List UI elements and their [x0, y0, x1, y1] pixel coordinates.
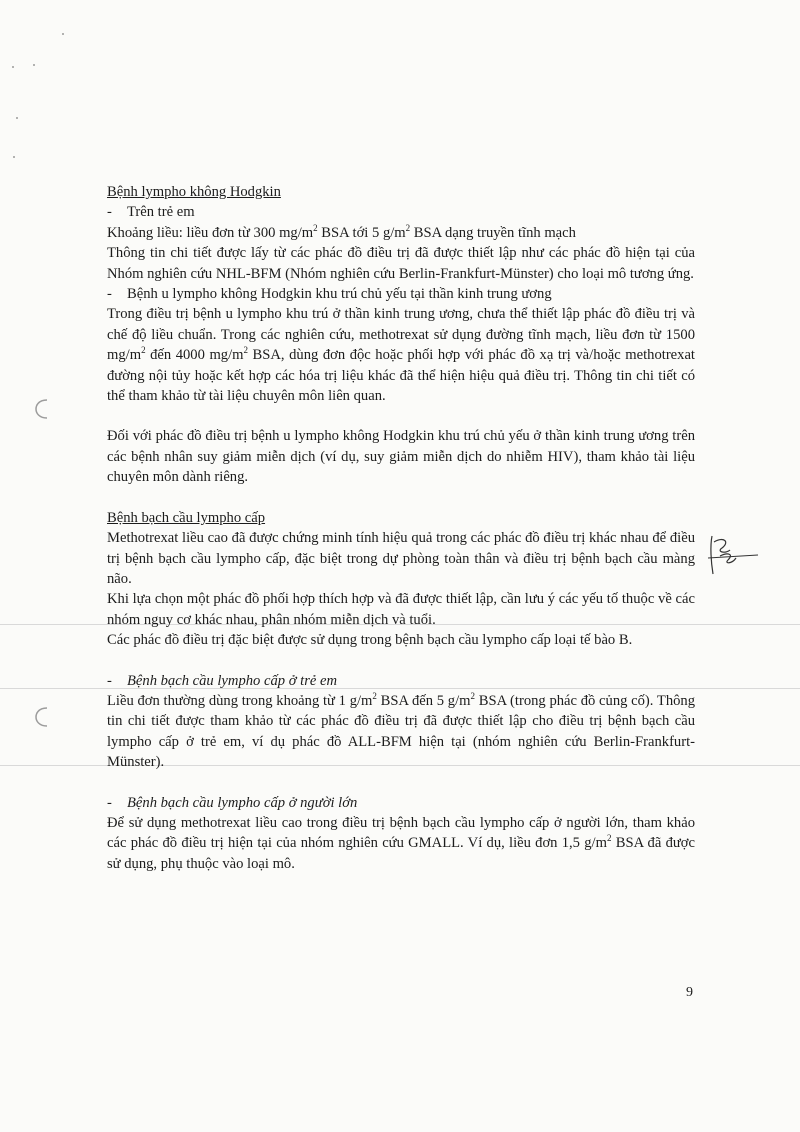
paragraph: Liều đơn thường dùng trong khoảng từ 1 $g/m^2$ BSA đến 5 $g/m^2$ BSA (trong phác đồ củng cố). Thông tin chi tiết được tham khảo từ các phác đồ điều trị đã được thiết lập cho điều trị bệnh bạch cầu lympho cấp ở trẻ em, ví dụ phác đồ ALL-BFM hiện tại (nhóm nghiên cứu Berlin-Frankfurt-Münster). — [107, 691, 696, 771]
paragraph: Khoảng liều: liều đơn từ 300 $mg/m^2$ BSA tới 5 $g/m^2$ BSA dạng truyền tĩnh mạch — [107, 222, 576, 241]
bullet-item — [107, 202, 695, 222]
scan-speck — [13, 156, 15, 158]
bullet-text: Trên trẻ em — [127, 204, 195, 221]
bullet-dash: - — [107, 204, 112, 221]
scan-speck — [33, 64, 35, 66]
paragraph-gap — [107, 488, 695, 508]
handwritten-initials — [700, 528, 760, 580]
bullet-item — [107, 671, 695, 691]
bullet-item — [107, 284, 695, 304]
section-heading: Bệnh lympho không Hodgkin — [107, 184, 281, 200]
bullet-dash: - — [107, 286, 112, 303]
section-heading: Bệnh bạch cầu lympho cấp — [107, 509, 266, 526]
bullet-item — [107, 793, 695, 813]
scan-speck — [16, 117, 18, 119]
paragraph: Thông tin chi tiết được lấy từ các phác đồ điều trị đã được thiết lập như các phác đồ hiện tại của Nhóm nghiên cứu NHL-BFM (Nhóm nghiên cứu Berlin-Frankfurt-Münster) cho loại mô tương ứng. — [107, 245, 695, 282]
paragraph: Đối với phác đồ điều trị bệnh u lympho không Hodgkin khu trú chủ yếu ở thần kinh trung ương trên các bệnh nhân suy giảm miễn dịch (ví dụ, suy giảm miễn dịch do nhiễm HIV), tham khảo tài liệu chuyên môn dành riêng. — [107, 428, 695, 486]
paragraph: Khi lựa chọn một phác đồ phối hợp thích hợp và đã được thiết lập, cần lưu ý các yếu tố thuộc về các nhóm nguy cơ khác nhau, phân nhóm miễn dịch và tuổi. — [107, 591, 695, 628]
scan-speck — [12, 66, 14, 68]
paragraph-gap — [107, 406, 695, 426]
bullet-text: Bệnh u lympho không Hodgkin khu trú chủ yếu tại thần kinh trung ương — [127, 286, 552, 303]
paragraph-gap — [107, 651, 695, 671]
scan-speck — [62, 33, 64, 35]
bullet-text: Bệnh bạch cầu lympho cấp ở trẻ em — [127, 672, 338, 689]
page-number: 9 — [686, 985, 693, 1000]
paragraph: Trong điều trị bệnh u lympho khu trú ở thần kinh trung ương, chưa thể thiết lập phác đồ điều trị và chế độ liều chuẩn. Trong các nghiên cứu, methotrexat sử dụng đường tĩnh mạch, liều đơn từ 1500 $mg/m^2$ đến 4000 $mg/m^2$ BSA, dùng đơn độc hoặc phối hợp với phác đồ xạ trị và/hoặc methotrexat đường nội tủy hoặc kết hợp các hóa trị liệu khác đã thể hiện hiệu quả điều trị. Thông tin chi tiết có thể tham khảo từ tài liệu chuyên môn liên quan. — [107, 306, 695, 405]
document-body — [107, 182, 695, 874]
bullet-dash: - — [107, 672, 112, 689]
punch-hole-mark — [34, 706, 50, 728]
bullet-text: Bệnh bạch cầu lympho cấp ở người lớn — [127, 794, 358, 811]
punch-hole-mark — [34, 398, 50, 420]
paragraph-gap — [107, 773, 695, 793]
paragraph: Để sử dụng methotrexat liều cao trong điều trị bệnh bạch cầu lympho cấp ở người lớn, tham khảo các phác đồ điều trị hiện tại của nhóm nghiên cứu GMALL. Ví dụ, liều đơn 1,5 $g/m^2$ BSA đã được sử dụng, phụ thuộc vào loại mô. — [107, 814, 695, 872]
bullet-dash: - — [107, 794, 112, 811]
paragraph: Các phác đồ điều trị đặc biệt được sử dụng trong bệnh bạch cầu lympho cấp loại tế bào B. — [107, 632, 633, 649]
paragraph: Methotrexat liều cao đã được chứng minh tính hiệu quả trong các phác đồ điều trị khác nhau để điều trị bệnh bạch cầu lympho cấp, đặc biệt trong dự phòng toàn thân và điều trị bệnh bạch cầu màng não. — [107, 530, 695, 587]
